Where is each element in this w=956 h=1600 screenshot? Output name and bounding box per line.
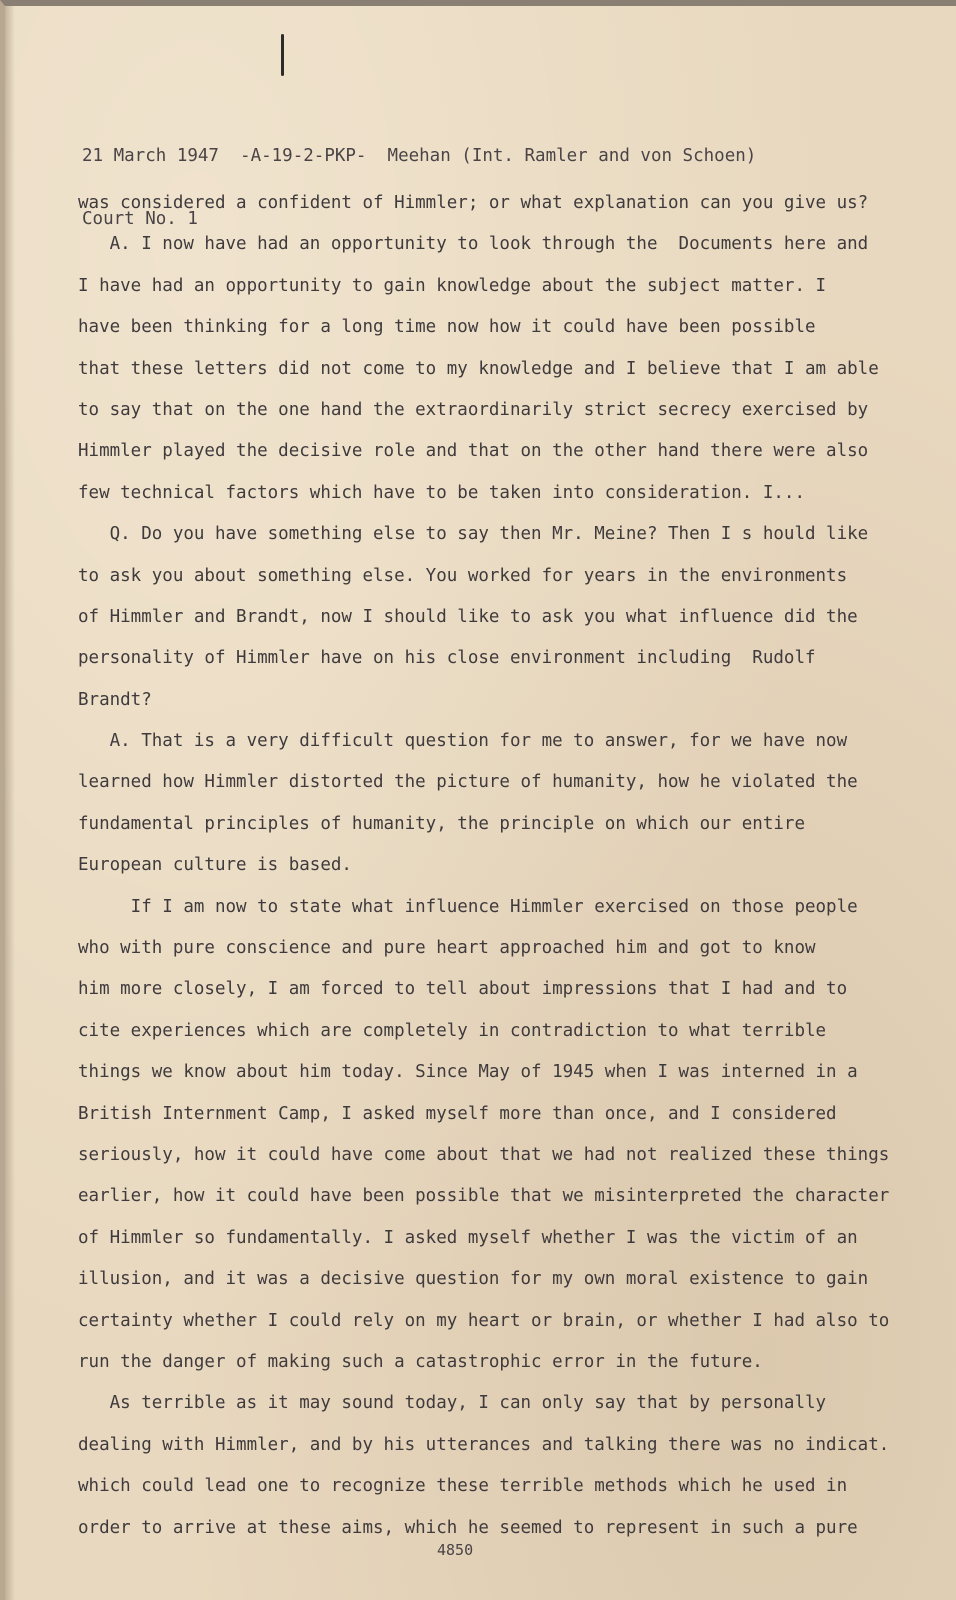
transcript-line: earlier, how it could have been possible that we misinterpreted the character <box>78 1186 890 1207</box>
transcript-line: who with pure conscience and pure heart approached him and got to know <box>78 938 816 959</box>
transcript-line: certainty whether I could rely on my heart or brain, or whether I had also to <box>78 1310 890 1331</box>
transcript-line: seriously, how it could have come about that we had not realized these things <box>78 1144 890 1165</box>
transcript-line: European culture is based. <box>78 855 352 876</box>
transcript-line: cite experiences which are completely in contradiction to what terrible <box>78 1020 827 1041</box>
transcript-line: British Internment Camp, I asked myself more than once, and I considered <box>78 1103 837 1124</box>
transcript-line: to ask you about something else. You worked for years in the environments <box>78 565 848 586</box>
transcript-body <box>78 183 890 1549</box>
transcript-line: things we know about him today. Since May of 1945 when I was interned in a <box>78 1062 858 1083</box>
transcript-line: Brandt? <box>78 689 152 710</box>
transcript-line: dealing with Himmler, and by his utterances and talking there was no indicat. <box>78 1434 890 1455</box>
transcript-line: which could lead one to recognize these terrible methods which he used in <box>78 1476 848 1497</box>
ink-mark <box>281 34 284 76</box>
header-line-1: 21 March 1947 -A-19-2-PKP- Meehan (Int. Ramler and von Schoen) <box>82 146 757 166</box>
transcript-line: run the danger of making such a catastrophic error in the future. <box>78 1351 763 1372</box>
transcript-line: I have had an opportunity to gain knowledge about the subject matter. I <box>78 275 827 296</box>
transcript-line: that these letters did not come to my knowledge and I believe that I am able <box>78 358 879 379</box>
transcript-line: him more closely, I am forced to tell about impressions that I had and to <box>78 979 848 1000</box>
transcript-line: illusion, and it was a decisive question for my own moral existence to gain <box>78 1269 869 1290</box>
transcript-line: few technical factors which have to be taken into consideration. I... <box>78 482 805 503</box>
transcript-line: to say that on the one hand the extraordinarily strict secrecy exercised by <box>78 399 869 420</box>
header-line-2: Court No. 1 <box>82 209 198 229</box>
transcript-line: of Himmler so fundamentally. I asked myself whether I was the victim of an <box>78 1227 858 1248</box>
transcript-line: order to arrive at these aims, which he seemed to represent in such a pure <box>78 1517 858 1538</box>
transcript-line: fundamental principles of humanity, the principle on which our entire <box>78 813 805 834</box>
transcript-line: A. That is a very difficult question for me to answer, for we have now <box>78 731 848 752</box>
transcript-line: learned how Himmler distorted the picture of humanity, how he violated the <box>78 772 858 793</box>
page-edge-shadow <box>5 6 15 1600</box>
transcript-line: was considered a confident of Himmler; or what explanation can you give us? <box>78 193 869 213</box>
transcript-line: Himmler played the decisive role and that on the other hand there were also <box>78 441 869 462</box>
transcript-line: As terrible as it may sound today, I can only say that by personally <box>78 1393 827 1414</box>
transcript-line: personality of Himmler have on his close environment including Rudolf <box>78 648 816 669</box>
transcript-line: If I am now to state what influence Himmler exercised on those people <box>78 896 858 917</box>
page-number: 4850 <box>437 1541 474 1559</box>
transcript-line: of Himmler and Brandt, now I should like to ask you what influence did the <box>78 606 858 627</box>
transcript-line: A. I now have had an opportunity to look through the Documents here and <box>78 234 869 255</box>
transcript-line: have been thinking for a long time now how it could have been possible <box>78 317 816 338</box>
transcript-line: Q. Do you have something else to say then Mr. Meine? Then I s hould like <box>78 524 869 545</box>
